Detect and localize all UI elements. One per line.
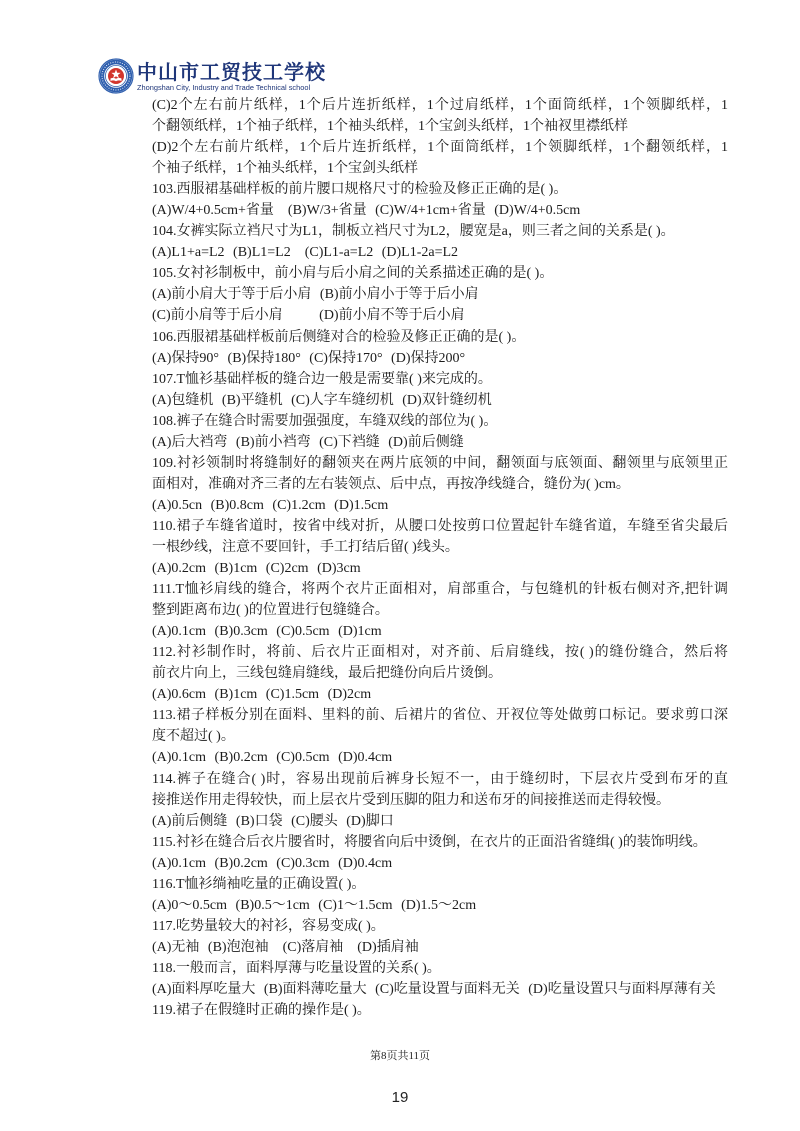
question-114 bbox=[152, 769, 728, 832]
question-105 bbox=[152, 263, 728, 326]
answer-options-line: (D)2个左右前片纸样，1个后片连折纸样，1个面筒纸样，1个领脚纸样，1个翻领纸样，1 bbox=[152, 140, 728, 156]
question-stem-line: 度不超过( )。 bbox=[152, 729, 235, 745]
question-stem-line: 115.衬衫在缝合后衣片腰省时，将腰省向后中烫倒，在衣片的正面沿省缝缉( )的装饰明线。 bbox=[152, 834, 707, 850]
school-logo bbox=[98, 58, 134, 94]
answer-options-line: (A)前后侧缝 (B)口袋 (C)腰头 (D)脚口 bbox=[152, 813, 394, 829]
question-stem-line: 118.一般而言，面料厚薄与吃量设置的关系( )。 bbox=[152, 960, 441, 976]
continued-answer-options bbox=[152, 95, 728, 179]
question-stem-line: 119.裙子在假缝时正确的操作是( )。 bbox=[152, 1003, 371, 1019]
answer-options-line: (A)前小肩大于等于后小肩 (B)前小肩小于等于后小肩 bbox=[152, 287, 479, 303]
question-113 bbox=[152, 705, 728, 768]
school-name-en: Zhongshan City, Industry and Trade Technical school bbox=[137, 83, 311, 92]
page-number: 19 bbox=[391, 1089, 409, 1106]
question-stem-line: 接推送作用走得较快，而上层衣片受到压脚的阻力和送布牙的间接推送而走得较慢。 bbox=[152, 792, 670, 808]
answer-options-line: (A)包缝机 (B)平缝机 (C)人字车缝纫机 (D)双针缝纫机 bbox=[152, 392, 492, 408]
answer-options-line: (A)面料厚吃量大 (B)面料薄吃量大 (C)吃量设置与面料无关 (D)吃量设置只与面料厚薄有关 bbox=[152, 981, 716, 997]
answer-options-line: (A)0～0.5cm (B)0.5～1cm (C)1～1.5cm (D)1.5～2cm bbox=[152, 897, 477, 913]
question-stem-line: 112.衬衫制作时，将前、后衣片正面相对，对齐前、后肩缝线，按( )的缝份缝合，然后将 bbox=[152, 645, 728, 661]
question-110 bbox=[152, 516, 728, 579]
answer-options-line: (A)0.1cm (B)0.2cm (C)0.5cm (D)0.4cm bbox=[152, 750, 393, 766]
question-stem-line: 面相对，准确对齐三者的左右装领点、后中点，再按净线缝合，缝份为( )cm。 bbox=[152, 476, 630, 492]
question-119 bbox=[152, 1000, 728, 1021]
question-stem-line: 105.女衬衫制板中，前小肩与后小肩之间的关系描述正确的是( )。 bbox=[152, 266, 554, 282]
question-106 bbox=[152, 327, 728, 369]
page-footer-label: 第8页共11页 bbox=[369, 1050, 431, 1062]
question-116 bbox=[152, 874, 728, 916]
answer-options-line: 个翻领纸样，1个袖子纸样，1个袖头纸样，1个宝剑头纸样，1个袖衩里襟纸样 bbox=[152, 119, 628, 135]
answer-options-line: (A)后大裆弯 (B)前小裆弯 (C)下裆缝 (D)前后侧缝 bbox=[152, 434, 464, 450]
question-stem-line: 103.西服裙基础样板的前片腰口规格尺寸的检验及修正正确的是( )。 bbox=[152, 182, 568, 198]
question-stem-line: 108.裤子在缝合时需要加强强度，车缝双线的部位为( )。 bbox=[152, 413, 498, 429]
answer-options-line: (C)2个左右前片纸样，1个后片连折纸样，1个过肩纸样，1个面筒纸样，1个领脚纸样，1 bbox=[152, 98, 728, 113]
question-111 bbox=[152, 579, 728, 642]
question-115 bbox=[152, 832, 728, 874]
question-117 bbox=[152, 916, 728, 958]
question-stem-line: 116.T恤衫绱袖吃量的正确设置( )。 bbox=[152, 876, 366, 892]
answer-options-line: (A)L1+a=L2 (B)L1=L2 (C)L1-a=L2 (D)L1-2a=L2 bbox=[152, 245, 459, 261]
question-stem-line: 110.裙子车缝省道时，按省中线对折，从腰口处按剪口位置起针车缝省道，车缝至省尖最后 bbox=[152, 518, 728, 534]
question-112 bbox=[152, 642, 728, 705]
question-stem-line: 前衣片向上，三线包缝肩缝线，最后把缝份向后片烫倒。 bbox=[152, 666, 502, 682]
question-118 bbox=[152, 958, 728, 1000]
answer-options-line: (C)前小肩等于后小肩 (D)前小肩不等于后小肩 bbox=[152, 308, 465, 324]
question-stem-line: 107.T恤衫基础样板的缝合边一般是需要靠( )来完成的。 bbox=[152, 371, 492, 387]
question-103 bbox=[152, 179, 728, 221]
question-stem-line: 一根纱线，注意不要回针，手工打结后留( )线头。 bbox=[152, 539, 459, 555]
question-104 bbox=[152, 221, 728, 263]
question-stem-line: 117.吃势量较大的衬衫，容易变成( )。 bbox=[152, 918, 385, 934]
question-stem-line: 106.西服裙基础样板前后侧缝对合的检验及修正正确的是( )。 bbox=[152, 329, 526, 345]
answer-options-line: (A)W/4+0.5cm+省量 (B)W/3+省量 (C)W/4+1cm+省量 (D)W/4+0.5cm bbox=[152, 203, 581, 219]
question-list bbox=[152, 95, 728, 1021]
answer-options-line: (A)0.6cm (B)1cm (C)1.5cm (D)2cm bbox=[152, 687, 372, 703]
answer-options-line: (A)0.1cm (B)0.3cm (C)0.5cm (D)1cm bbox=[152, 624, 382, 640]
answer-options-line: (A)0.5cn (B)0.8cm (C)1.2cm (D)1.5cm bbox=[152, 497, 389, 513]
question-stem-line: 114.裤子在缝合( )时，容易出现前后裤身长短不一，由于缝纫时，下层衣片受到布牙的直 bbox=[152, 771, 728, 787]
answer-options-line: (A)无袖 (B)泡泡袖 (C)落肩袖 (D)插肩袖 bbox=[152, 939, 419, 955]
school-header bbox=[98, 56, 358, 96]
question-stem-line: 104.女裤实际立裆尺寸为L1，制板立裆尺寸为L2，腰宽是a，则三者之间的关系是( )。 bbox=[152, 224, 675, 240]
answer-options-line: (A)0.1cm (B)0.2cm (C)0.3cm (D)0.4cm bbox=[152, 855, 393, 871]
answer-options-line: (A)0.2cm (B)1cm (C)2cm (D)3cm bbox=[152, 561, 361, 577]
question-108 bbox=[152, 411, 728, 453]
question-stem-line: 111.T恤衫肩线的缝合，将两个衣片正面相对，肩部重合，与包缝机的针板右侧对齐,把针调 bbox=[152, 582, 728, 598]
question-107 bbox=[152, 369, 728, 411]
answer-options-line: 个袖子纸样，1个袖头纸样，1个宝剑头纸样 bbox=[152, 161, 418, 177]
question-stem-line: 113.裙子样板分别在面料、里料的前、后裙片的省位、开衩位等处做剪口标记。要求剪口深 bbox=[152, 708, 728, 724]
question-109 bbox=[152, 453, 728, 516]
answer-options-line: (A)保持90° (B)保持180° (C)保持170° (D)保持200° bbox=[152, 350, 466, 366]
question-stem-line: 109.衬衫领制时将缝制好的翻领夹在两片底领的中间，翻领面与底领面、翻领里与底领里正 bbox=[152, 455, 728, 471]
question-stem-line: 整到距离布边( )的位置进行包缝缝合。 bbox=[152, 603, 389, 619]
school-name-cn: 中山市工贸技工学校 bbox=[137, 60, 326, 84]
